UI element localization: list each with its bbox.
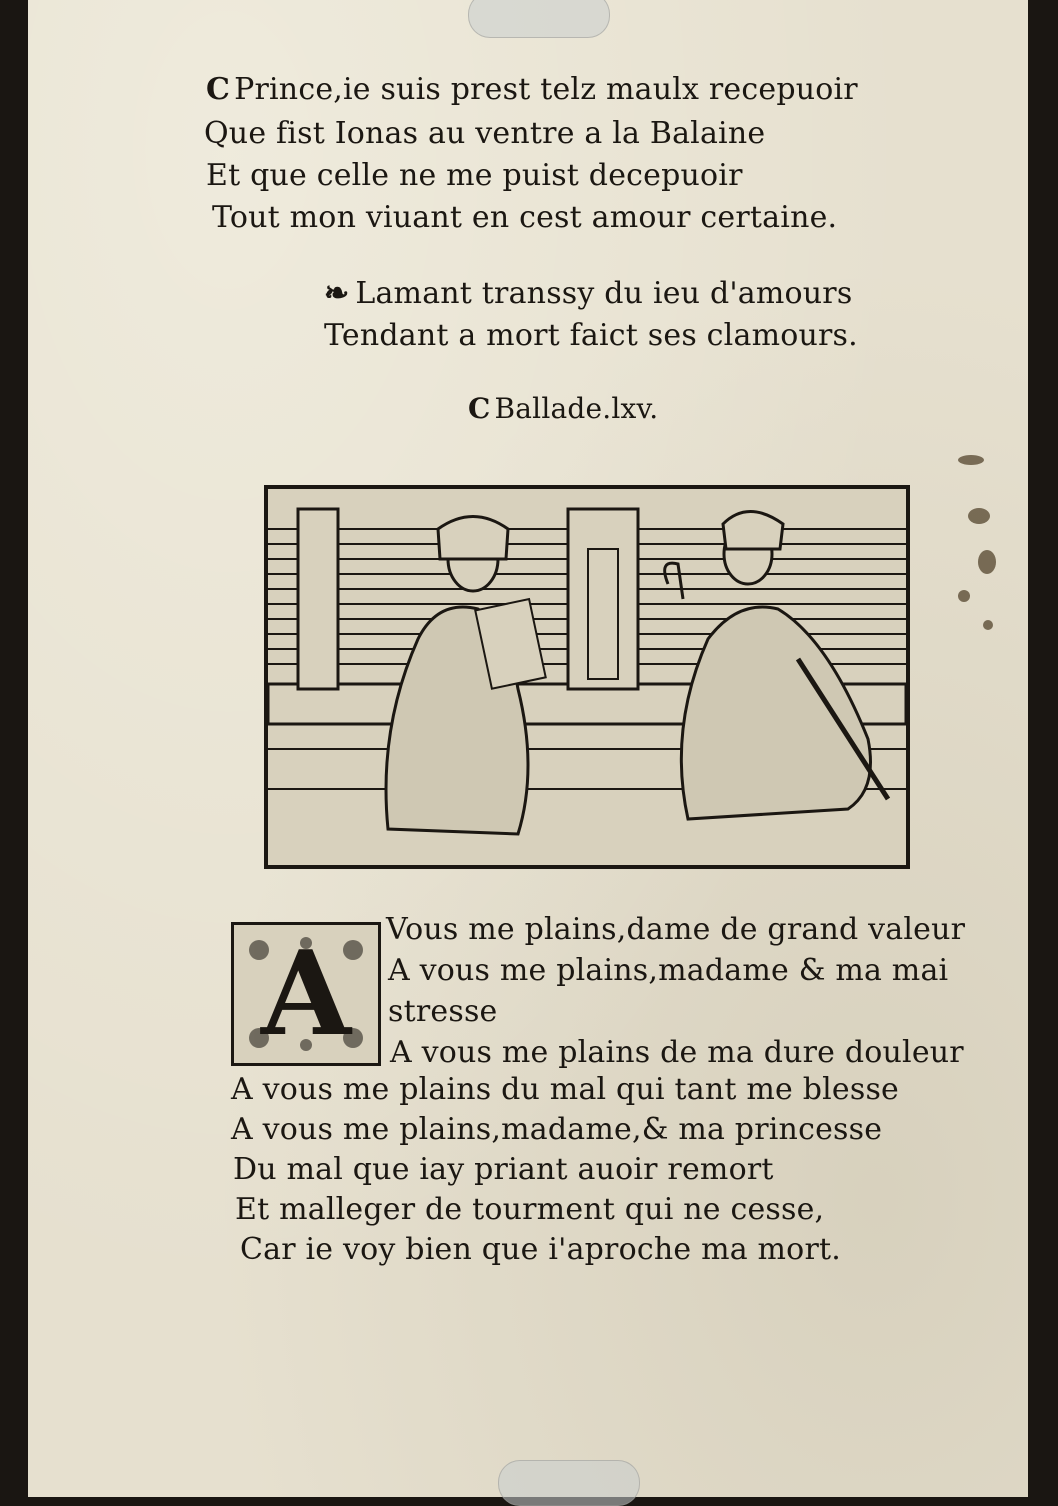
- page-clip-bottom: [498, 1460, 640, 1506]
- woodcut-illustration: [264, 485, 910, 869]
- show-through-text: [868, 70, 888, 166]
- book-page: [28, 0, 1028, 1497]
- stanza-bottom-line-3: stresse: [388, 994, 498, 1029]
- stanza-top-line-4: Tout mon viuant en cest amour certaine.: [212, 200, 838, 235]
- woodcut-drawing: [268, 489, 906, 865]
- stanza-bottom-line-6: A vous me plains,madame,& ma princesse: [231, 1112, 883, 1147]
- stanza-bottom-line-5: A vous me plains du mal qui tant me blesse: [231, 1072, 900, 1107]
- stanza-top-line-3: Et que celle ne me puist decepuoir: [206, 158, 743, 193]
- heading-line-2: Tendant a mort faict ses clamours.: [324, 318, 858, 353]
- stanza-top-line-2: Que fist Ionas au ventre a la Balaine: [204, 116, 766, 151]
- stanza-bottom-line-2: A vous me plains,madame & ma mai: [388, 953, 949, 988]
- ink-stain: [958, 590, 970, 602]
- stanza-bottom-line-9: Car ie voy bien que i'aproche ma mort.: [240, 1232, 841, 1267]
- ink-stain: [968, 508, 990, 524]
- decorated-initial: [231, 922, 381, 1066]
- fleuron-icon: ❧: [324, 276, 350, 311]
- heading-line-1: ❧ Lamant transsy du ieu d'amours: [324, 276, 853, 311]
- pilcrow-icon: C: [206, 72, 231, 107]
- ink-stain: [958, 455, 984, 465]
- stanza-bottom-line-4: A vous me plains de ma dure douleur: [390, 1035, 964, 1070]
- initial-letter: A: [260, 926, 351, 1062]
- ink-stain: [983, 620, 993, 630]
- ink-stain: [978, 550, 996, 574]
- stanza-bottom-line-7: Du mal que iay priant auoir remort: [233, 1152, 774, 1187]
- page-clip-top: [468, 0, 610, 38]
- pilcrow-icon: C: [468, 392, 491, 425]
- stanza-bottom-line-8: Et malleger de tourment qui ne cesse,: [235, 1192, 825, 1227]
- ballade-title: C Ballade.lxv.: [468, 392, 659, 425]
- stanza-top-line-1: C Prince,ie suis prest telz maulx recepuoir: [206, 72, 858, 107]
- stanza-bottom-line-1: Vous me plains,dame de grand valeur: [386, 912, 966, 947]
